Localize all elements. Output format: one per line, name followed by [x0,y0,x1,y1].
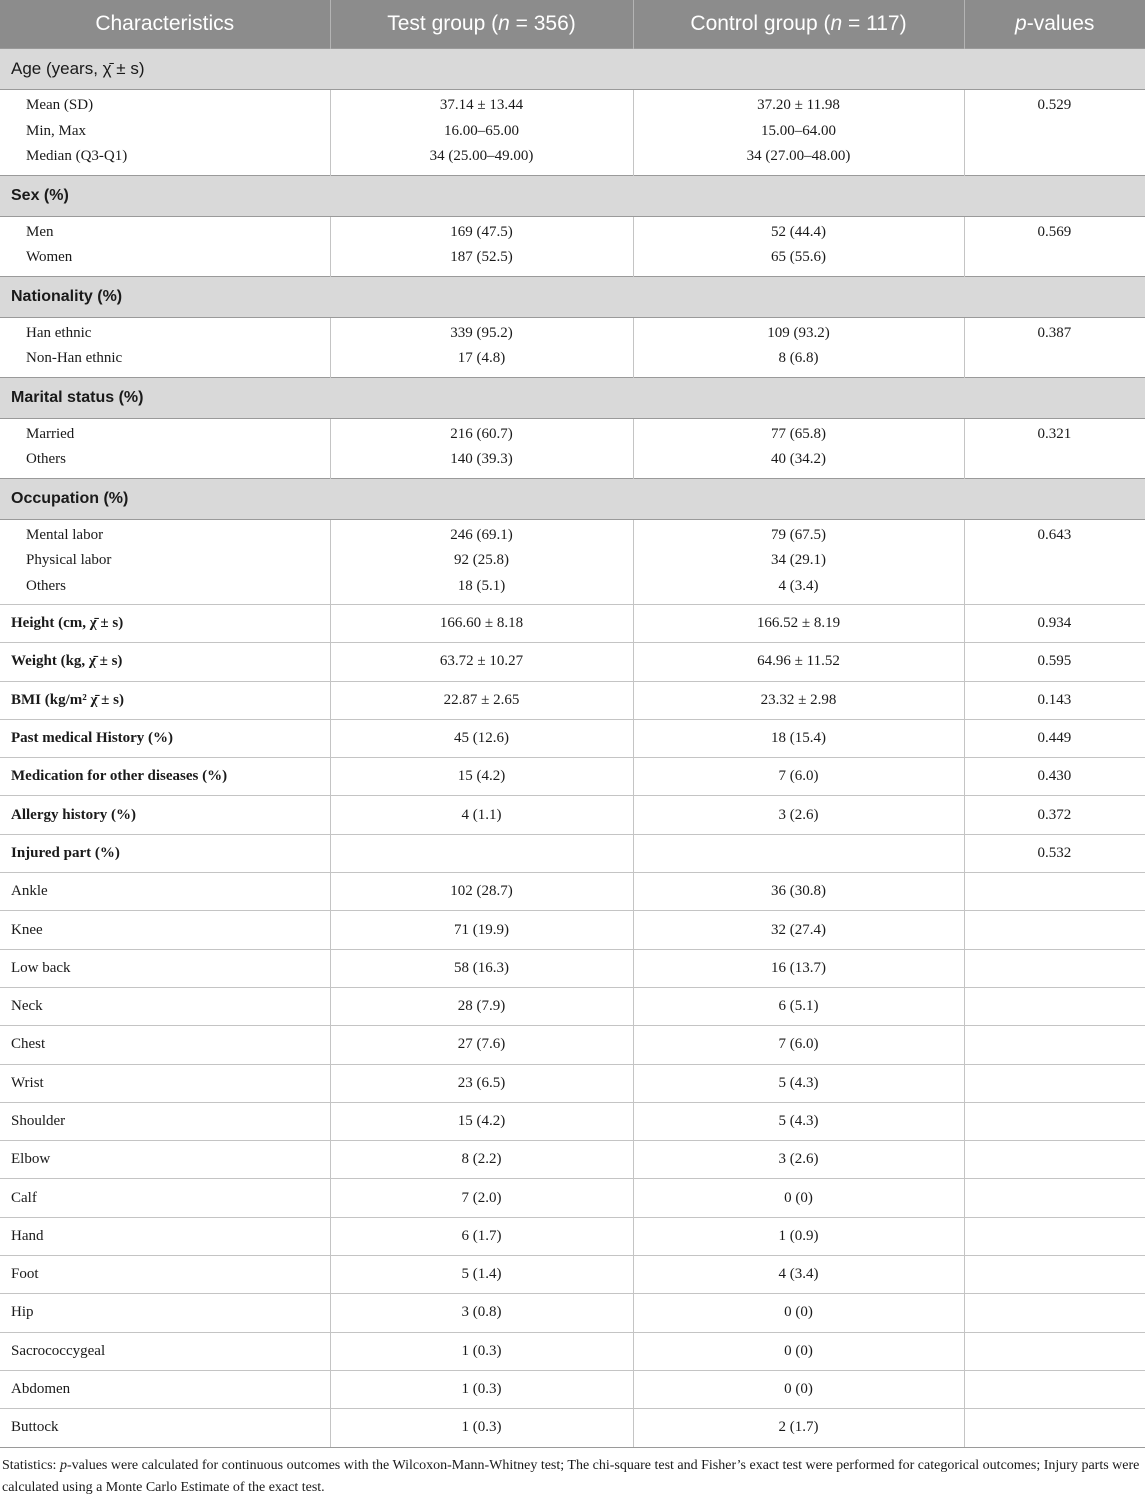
cell-control [633,216,964,276]
cell-test [330,90,633,176]
cell-test [330,216,633,276]
cell-test: 28 (7.9) [330,987,633,1025]
cell-line-test: 339 (95.2) [450,324,513,341]
cell-p-value [964,1026,1145,1064]
cell-p-value [964,90,1145,176]
cell-line-labels: Min, Max [26,122,86,139]
cell-p-value [964,1064,1145,1102]
table-row [0,643,1145,681]
cell-line-labels: Mean (SD) [26,97,94,113]
header-characteristics: Characteristics [0,0,330,49]
cell-test [330,317,633,377]
cell-control: 1 (0.9) [633,1217,964,1255]
cell-line-labels: Han ethnic [26,324,92,341]
cell-line-labels: Mental labor [26,526,104,543]
cell-p-value: 0.372 [964,796,1145,834]
row-label: Hand [0,1217,330,1255]
cell-test: 23 (6.5) [330,1064,633,1102]
header-control-group: Control group (n = 117) [633,0,964,49]
cell-line-control: 77 (65.8) [771,425,826,442]
cell-line-control: 34 (29.1) [771,552,826,568]
cell-control: 5 (4.3) [633,1102,964,1140]
table-row [0,1064,1145,1102]
cell-test: 71 (19.9) [330,911,633,949]
table-footnote: Statistics: p-values were calculated for continuous outcomes with the Wilcoxon-Mann-Whitney test; The chi-square test and Fisher’s exact test were performed for categorical outcomes; Injury parts were calculated using a Monte Carlo Estimate of the exact test. [2,1457,1140,1495]
table-row [0,719,1145,757]
cell-line-test: 246 (69.1) [450,526,513,543]
p-value: 0.569 [1037,223,1072,240]
cell-p-value [964,1102,1145,1140]
table-row [0,987,1145,1025]
cell-p-value [964,911,1145,949]
cell-test [330,519,633,605]
cell-test: 4 (1.1) [330,796,633,834]
cell-p-value: 0.532 [964,834,1145,872]
row-label: Chest [0,1026,330,1064]
cell-line-test: 140 (39.3) [450,451,513,467]
cell-line-control: 40 (34.2) [771,451,826,467]
row-label: Sacrococcygeal [0,1332,330,1370]
p-value: 0.643 [1037,526,1072,543]
cell-line-labels: Median (Q3-Q1) [26,148,128,164]
table-row [0,1141,1145,1179]
cell-line-labels: Others [26,451,66,467]
cell-p-value: 0.449 [964,719,1145,757]
cell-control [633,90,964,176]
cell-p-value: 0.143 [964,681,1145,719]
cell-control: 0 (0) [633,1332,964,1370]
cell-line-test: 187 (52.5) [450,249,513,265]
cell-labels [0,90,330,176]
cell-control [633,418,964,478]
row-label: Knee [0,911,330,949]
row-label: Height (cm, χ̄ ± s) [0,605,330,643]
cell-test: 22.87 ± 2.65 [330,681,633,719]
cell-test: 63.72 ± 10.27 [330,643,633,681]
cell-control: 0 (0) [633,1294,964,1332]
table-row [0,1409,1145,1447]
cell-test: 1 (0.3) [330,1370,633,1408]
cell-line-labels: Non-Han ethnic [26,350,123,366]
table-header [0,0,1145,49]
cell-line-control: 52 (44.4) [771,223,826,240]
row-label: Shoulder [0,1102,330,1140]
section-header-occupation [0,478,1145,519]
cell-test: 58 (16.3) [330,949,633,987]
cell-control: 7 (6.0) [633,758,964,796]
cell-p-value [964,949,1145,987]
row-label: Weight (kg, χ̄ ± s) [0,643,330,681]
cell-control: 0 (0) [633,1179,964,1217]
cell-line-test: 37.14 ± 13.44 [439,97,524,113]
row-label: Elbow [0,1141,330,1179]
cell-line-labels: Men [26,223,54,240]
section-body-sex [0,216,1145,276]
cell-p-value [964,317,1145,377]
row-label: Allergy history (%) [0,796,330,834]
table-row [0,681,1145,719]
cell-p-value: 0.430 [964,758,1145,796]
table-row [0,1256,1145,1294]
cell-labels [0,418,330,478]
cell-line-labels: Married [26,425,75,442]
cell-test: 7 (2.0) [330,1179,633,1217]
cell-labels [0,519,330,605]
table-row [0,758,1145,796]
cell-p-value: 0.934 [964,605,1145,643]
cell-test: 166.60 ± 8.18 [330,605,633,643]
cell-line-labels: Others [26,577,66,594]
row-label: Ankle [0,873,330,911]
p-value: 0.321 [1037,425,1072,442]
cell-control [633,317,964,377]
cell-p-value [964,216,1145,276]
cell-line-labels: Women [26,249,73,265]
section-header-nationality [0,276,1145,317]
cell-control: 2 (1.7) [633,1409,964,1447]
row-label: Past medical History (%) [0,719,330,757]
table-row [0,1026,1145,1064]
cell-line-test: 16.00–65.00 [444,122,519,139]
cell-test: 8 (2.2) [330,1141,633,1179]
cell-control: 16 (13.7) [633,949,964,987]
cell-p-value [964,418,1145,478]
row-label: Buttock [0,1409,330,1447]
cell-control: 3 (2.6) [633,1141,964,1179]
section-header-sex [0,175,1145,216]
cell-line-control: 8 (6.8) [778,350,819,366]
cell-control: 3 (2.6) [633,796,964,834]
row-label: Injured part (%) [0,834,330,872]
cell-line-labels: Physical labor [26,552,112,568]
cell-p-value [964,519,1145,605]
cell-p-value [964,1409,1145,1447]
row-label: Neck [0,987,330,1025]
section-title: Sex (%) [0,175,1145,216]
header-p-values: p-values [964,0,1145,49]
cell-control: 36 (30.8) [633,873,964,911]
section-title: Age (years, χ̄ ± s) [0,49,1145,90]
cell-line-test: 34 (25.00–49.00) [429,148,534,164]
section-header-marital [0,377,1145,418]
table-row [0,834,1145,872]
table-row [0,605,1145,643]
cell-test: 1 (0.3) [330,1332,633,1370]
cell-test: 15 (4.2) [330,1102,633,1140]
section-title: Nationality (%) [0,276,1145,317]
table-row [0,949,1145,987]
cell-control: 64.96 ± 11.52 [633,643,964,681]
cell-p-value [964,1179,1145,1217]
section-header-age [0,49,1145,90]
cell-line-control: 34 (27.00–48.00) [746,148,851,164]
table-row [0,911,1145,949]
cell-line-test: 216 (60.7) [450,425,513,442]
header-test-group: Test group (n = 356) [330,0,633,49]
table-row [0,1294,1145,1332]
section-body-age [0,90,1145,176]
table-row [0,1102,1145,1140]
cell-line-control: 37.20 ± 11.98 [757,97,840,113]
row-label: Abdomen [0,1370,330,1408]
cell-test: 6 (1.7) [330,1217,633,1255]
section-body-nationality [0,317,1145,377]
section-title: Marital status (%) [0,377,1145,418]
cell-test: 1 (0.3) [330,1409,633,1447]
cell-line-control: 79 (67.5) [771,526,826,543]
cell-line-control: 4 (3.4) [778,577,819,594]
row-label: Hip [0,1294,330,1332]
cell-test: 102 (28.7) [330,873,633,911]
cell-test: 15 (4.2) [330,758,633,796]
cell-test: 45 (12.6) [330,719,633,757]
row-label: Medication for other diseases (%) [0,758,330,796]
cell-line-test: 92 (25.8) [454,552,509,568]
table-row [0,1217,1145,1255]
cell-labels [0,317,330,377]
cell-p-value [964,987,1145,1025]
cell-control: 5 (4.3) [633,1064,964,1102]
cell-p-value [964,873,1145,911]
cell-test [330,418,633,478]
cell-p-value [964,1141,1145,1179]
cell-line-control: 15.00–64.00 [761,122,836,139]
cell-control: 23.32 ± 2.98 [633,681,964,719]
cell-test [330,834,633,872]
cell-control: 32 (27.4) [633,911,964,949]
cell-line-control: 109 (93.2) [767,324,830,341]
cell-p-value [964,1217,1145,1255]
cell-labels [0,216,330,276]
cell-test: 5 (1.4) [330,1256,633,1294]
cell-control: 7 (6.0) [633,1026,964,1064]
cell-p-value [964,1332,1145,1370]
cell-control: 6 (5.1) [633,987,964,1025]
table-row [0,1179,1145,1217]
cell-line-test: 17 (4.8) [457,350,506,366]
row-label: Low back [0,949,330,987]
cell-control: 18 (15.4) [633,719,964,757]
cell-control: 4 (3.4) [633,1256,964,1294]
p-value: 0.529 [1037,97,1072,113]
cell-test: 27 (7.6) [330,1026,633,1064]
cell-control [633,519,964,605]
cell-control: 166.52 ± 8.19 [633,605,964,643]
section-body-occupation [0,519,1145,605]
table-row [0,1332,1145,1370]
cell-line-control: 65 (55.6) [771,249,826,265]
p-value: 0.387 [1037,324,1072,341]
cell-line-test: 18 (5.1) [457,577,506,594]
table-row [0,873,1145,911]
cell-control [633,834,964,872]
cell-p-value [964,1294,1145,1332]
row-label: BMI (kg/m² χ̄ ± s) [0,681,330,719]
row-label: Foot [0,1256,330,1294]
section-title: Occupation (%) [0,478,1145,519]
cell-p-value [964,1370,1145,1408]
row-label: Wrist [0,1064,330,1102]
row-label: Calf [0,1179,330,1217]
cell-p-value: 0.595 [964,643,1145,681]
cell-line-test: 169 (47.5) [450,223,513,240]
cell-p-value [964,1256,1145,1294]
section-body-marital [0,418,1145,478]
cell-control: 0 (0) [633,1370,964,1408]
table-row [0,796,1145,834]
table-row [0,1370,1145,1408]
cell-test: 3 (0.8) [330,1294,633,1332]
